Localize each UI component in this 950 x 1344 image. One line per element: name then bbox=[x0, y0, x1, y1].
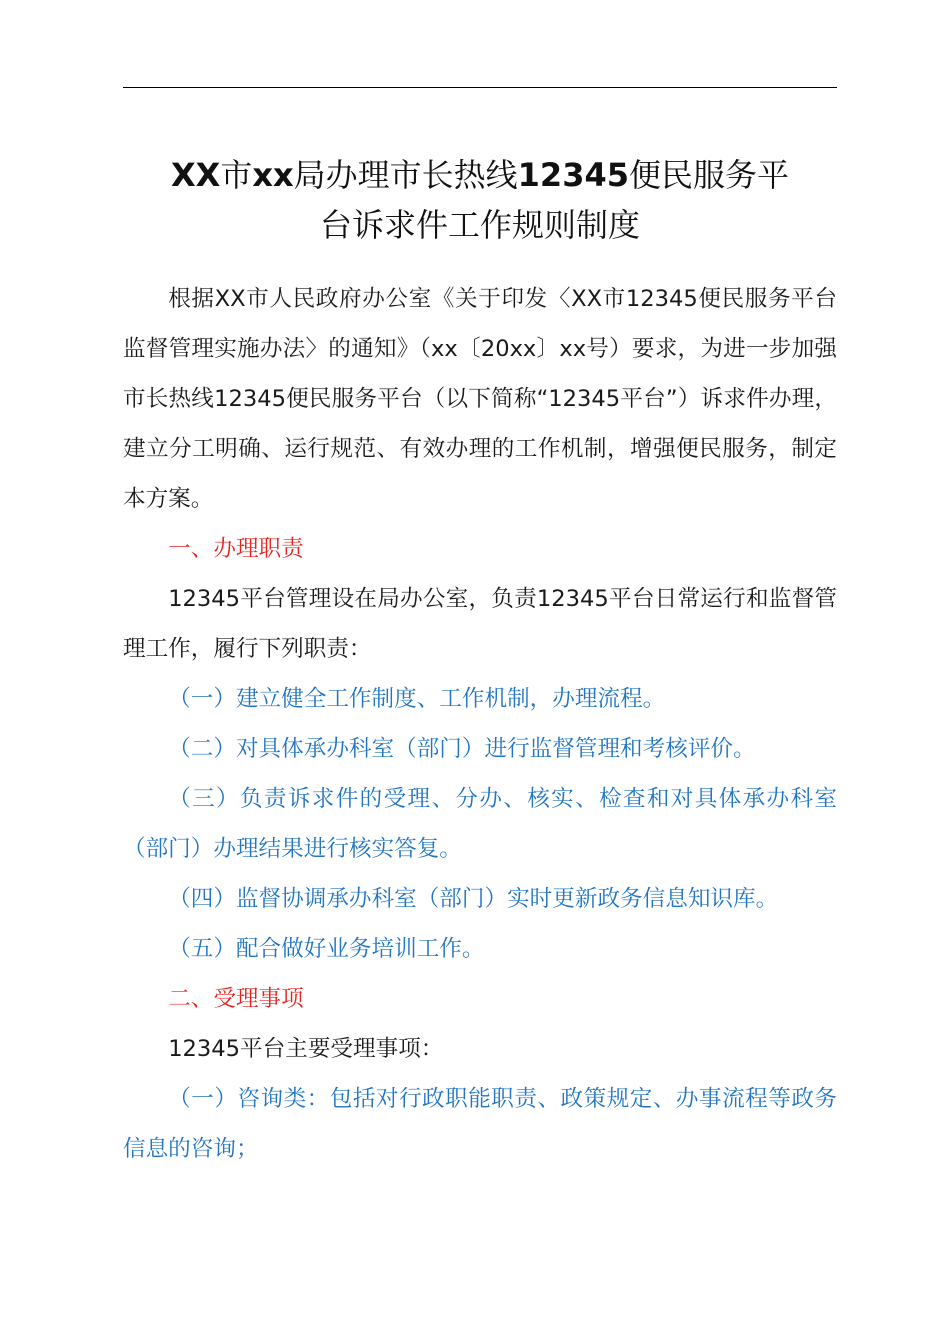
section-1-item-4: （四）监督协调承办科室（部门）实时更新政务信息知识库。 bbox=[168, 886, 779, 912]
section-2-item-1: （一）咨询类：包括对行政职能职责、政策规定、办事流程等政务信息的咨询； bbox=[123, 1086, 837, 1162]
title-part-hotline-number: 12345 bbox=[517, 156, 629, 194]
title-part-xx-upper: XX bbox=[171, 156, 221, 194]
title-part-xx-lower: xx bbox=[252, 156, 294, 194]
document-title bbox=[123, 150, 837, 250]
title-part-service: 便民服务平 bbox=[628, 156, 789, 194]
section-2-heading: 二、受理事项 bbox=[168, 986, 304, 1012]
title-line-2: 台诉求件工作规则制度 bbox=[319, 206, 640, 244]
section-1-item-5: （五）配合做好业务培训工作。 bbox=[168, 936, 485, 962]
title-part-bureau: 局办理市长热线 bbox=[293, 156, 518, 194]
title-part-city: 市 bbox=[220, 156, 253, 194]
section-1-item-3: （三）负责诉求件的受理、分办、核实、检查和对具体承办科室（部门）办理结果进行核实答复。 bbox=[123, 786, 837, 862]
section-1-item-1: （一）建立健全工作制度、工作机制，办理流程。 bbox=[168, 686, 666, 712]
intro-paragraph: 根据XX市人民政府办公室《关于印发〈XX市12345便民服务平台监督管理实施办法〉的通知》（xx〔20xx〕xx号）要求，为进一步加强市长热线12345便民服务平台（以下简称“12345平台”）诉求件办理，建立分工明确、运行规范、有效办理的工作机制，增强便民服务，制定本方案。 bbox=[123, 286, 837, 512]
header-rule bbox=[123, 87, 837, 88]
section-1-heading: 一、办理职责 bbox=[168, 536, 304, 562]
section-1-item-2: （二）对具体承办科室（部门）进行监督管理和考核评价。 bbox=[168, 736, 756, 762]
section-2-intro: 12345平台主要受理事项： bbox=[168, 1036, 444, 1062]
section-1-intro: 12345平台管理设在局办公室，负责12345平台日常运行和监督管理工作，履行下列职责： bbox=[123, 586, 837, 662]
document-body bbox=[123, 274, 837, 1174]
